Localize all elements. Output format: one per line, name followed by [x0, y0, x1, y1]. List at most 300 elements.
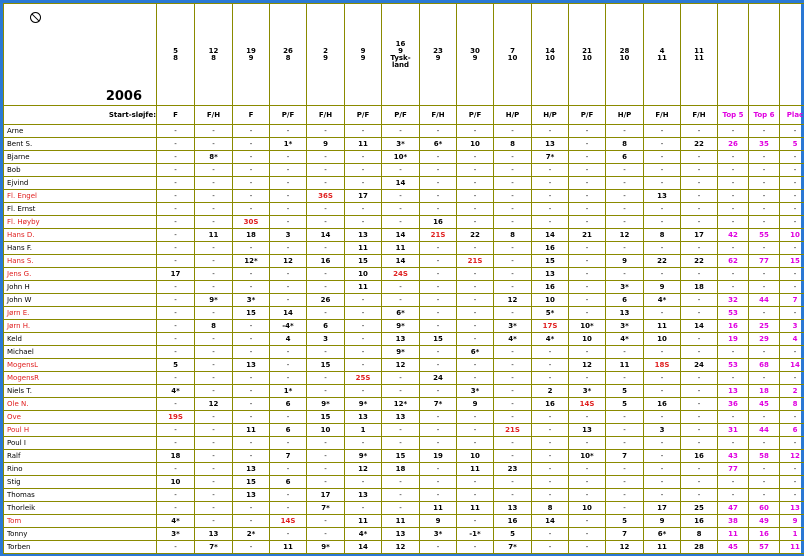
date-day: 9 [360, 46, 366, 55]
result-cell: - [307, 151, 345, 164]
result-cell: - [233, 203, 270, 216]
result-cell: - [644, 346, 681, 359]
result-cell: - [532, 216, 569, 229]
placement-cell: - [780, 203, 804, 216]
result-cell: - [532, 372, 569, 385]
table-row [4, 281, 804, 294]
date-day: 12 [208, 46, 219, 55]
result-cell: - [457, 281, 494, 294]
date-day: 21 [582, 46, 592, 55]
result-cell: - [195, 190, 233, 203]
top-score-cell: 45 [749, 398, 780, 411]
result-cell: 24 [681, 359, 718, 372]
year-label: 2006 [105, 89, 142, 104]
result-cell: - [681, 424, 718, 437]
top-score-cell: - [718, 177, 749, 190]
member-name: Bjarne [4, 151, 157, 164]
result-cell: 6* [457, 346, 494, 359]
table-row [4, 307, 804, 320]
result-cell: 21S [457, 255, 494, 268]
placement-cell: 14 [780, 359, 804, 372]
result-cell: 16 [420, 216, 457, 229]
top-score-cell: 62 [718, 255, 749, 268]
result-cell: - [606, 125, 644, 138]
result-cell: - [569, 177, 606, 190]
date-day: 2 [323, 46, 328, 55]
result-cell: - [532, 346, 569, 359]
result-cell: - [195, 125, 233, 138]
result-cell: - [195, 437, 233, 450]
table-row [4, 528, 804, 541]
member-name: John H [4, 281, 157, 294]
result-cell: 5 [606, 515, 644, 528]
result-cell: - [606, 346, 644, 359]
result-cell: - [606, 216, 644, 229]
result-cell: 12* [233, 255, 270, 268]
top-score-cell: 19 [718, 333, 749, 346]
placement-cell: - [780, 151, 804, 164]
result-cell: 18S [644, 359, 681, 372]
start-loop-cell: P/F [382, 106, 420, 125]
result-cell: 13 [532, 138, 569, 151]
result-cell: 4* [494, 333, 532, 346]
result-cell: - [494, 216, 532, 229]
result-cell: 6* [420, 138, 457, 151]
result-cell: - [307, 177, 345, 190]
result-cell: - [681, 151, 718, 164]
result-cell: - [644, 268, 681, 281]
top-score-cell: - [718, 281, 749, 294]
result-cell: - [195, 489, 233, 502]
result-cell: - [457, 190, 494, 203]
date-header [420, 4, 457, 106]
result-cell: 24 [420, 372, 457, 385]
member-name: Poul H [4, 424, 157, 437]
result-cell: 8 [494, 138, 532, 151]
table-row [4, 463, 804, 476]
result-cell: - [681, 125, 718, 138]
table-row [4, 190, 804, 203]
result-cell: 15 [382, 450, 420, 463]
result-cell: - [532, 450, 569, 463]
result-cell: - [157, 489, 195, 502]
member-name: Tom [4, 515, 157, 528]
top-score-cell: 11 [718, 528, 749, 541]
result-cell: 11 [270, 541, 307, 554]
result-cell: - [681, 372, 718, 385]
result-cell: 8 [606, 138, 644, 151]
result-cell: 4* [606, 333, 644, 346]
result-cell: - [345, 125, 382, 138]
result-cell: - [494, 190, 532, 203]
date-day: 14 [545, 46, 555, 55]
result-cell: - [494, 151, 532, 164]
result-cell: 25S [345, 372, 382, 385]
result-cell: - [420, 203, 457, 216]
result-cell: 8 [681, 528, 718, 541]
member-name: Rino [4, 463, 157, 476]
result-cell: - [345, 307, 382, 320]
member-name: MogensL [4, 359, 157, 372]
result-cell: 3 [307, 333, 345, 346]
placement-cell: - [780, 489, 804, 502]
member-name: Torben [4, 541, 157, 554]
result-cell: 7 [606, 450, 644, 463]
result-cell: - [345, 294, 382, 307]
top-score-cell: 31 [718, 424, 749, 437]
start-loop-cell: F/H [307, 106, 345, 125]
result-cell: - [532, 164, 569, 177]
result-cell: 6 [307, 320, 345, 333]
result-cell: - [681, 177, 718, 190]
placement-cell: - [780, 242, 804, 255]
result-cell: - [606, 476, 644, 489]
result-cell: 13 [382, 333, 420, 346]
result-cell: - [157, 255, 195, 268]
result-cell: - [681, 164, 718, 177]
result-cell: 7* [307, 502, 345, 515]
result-cell: - [644, 437, 681, 450]
date-month: 9 [360, 53, 366, 62]
result-cell: 10 [569, 333, 606, 346]
member-name: Fl. Høyby [4, 216, 157, 229]
table-row [4, 515, 804, 528]
date-day: 23 [433, 46, 443, 55]
date-month: 10 [507, 53, 518, 62]
result-cell: - [569, 463, 606, 476]
member-name: Bent S. [4, 138, 157, 151]
result-cell: 12 [382, 541, 420, 554]
result-cell: - [157, 125, 195, 138]
result-cell: - [420, 268, 457, 281]
result-cell: - [307, 203, 345, 216]
member-name: Jørn H. [4, 320, 157, 333]
result-cell: 9 [644, 515, 681, 528]
result-cell: - [270, 528, 307, 541]
result-cell: 17 [644, 502, 681, 515]
result-cell: - [345, 216, 382, 229]
result-cell: 13 [233, 359, 270, 372]
table-row [4, 346, 804, 359]
result-cell: - [157, 307, 195, 320]
result-cell: 28 [681, 541, 718, 554]
result-cell: - [195, 359, 233, 372]
result-cell: - [532, 203, 569, 216]
result-cell: 13 [494, 502, 532, 515]
placement-cell: - [780, 190, 804, 203]
result-cell: 17 [157, 268, 195, 281]
top-score-cell: 53 [718, 359, 749, 372]
table-row [4, 125, 804, 138]
top-score-cell: 53 [718, 307, 749, 320]
member-name: Fl. Engel [4, 190, 157, 203]
result-cell: 19 [420, 450, 457, 463]
result-cell: 10* [569, 450, 606, 463]
result-cell: 11 [345, 242, 382, 255]
top-score-cell: - [718, 190, 749, 203]
result-cell: 3* [420, 528, 457, 541]
result-cell: 14 [382, 229, 420, 242]
table-row [4, 164, 804, 177]
result-cell: - [307, 242, 345, 255]
placement-cell: - [780, 164, 804, 177]
result-cell: - [569, 515, 606, 528]
table-row [4, 229, 804, 242]
result-cell: - [233, 281, 270, 294]
result-cell: - [345, 476, 382, 489]
result-cell: 10 [532, 294, 569, 307]
placement-cell: - [780, 476, 804, 489]
result-cell: 10 [569, 502, 606, 515]
result-cell: 30S [233, 216, 270, 229]
result-cell: - [195, 385, 233, 398]
result-cell: - [606, 164, 644, 177]
result-cell: - [681, 489, 718, 502]
result-cell: - [420, 476, 457, 489]
result-cell: - [494, 281, 532, 294]
result-cell: - [270, 177, 307, 190]
date-header [644, 4, 681, 106]
member-name: MogensR [4, 372, 157, 385]
result-cell: - [457, 541, 494, 554]
result-cell: 8* [195, 151, 233, 164]
result-cell: - [233, 138, 270, 151]
date-month: 10 [545, 53, 555, 62]
result-cell: - [382, 294, 420, 307]
result-cell: - [606, 190, 644, 203]
result-cell: - [494, 177, 532, 190]
result-cell: - [382, 372, 420, 385]
result-cell: 12 [382, 359, 420, 372]
result-cell: - [569, 476, 606, 489]
result-cell: - [681, 216, 718, 229]
table-row [4, 489, 804, 502]
result-cell: - [644, 450, 681, 463]
result-cell: 9 [457, 398, 494, 411]
placement-cell: 6 [780, 424, 804, 437]
result-cell: 14 [270, 307, 307, 320]
result-cell: 4 [270, 333, 307, 346]
start-loop-cell: H/P [494, 106, 532, 125]
date-header [195, 4, 233, 106]
summary-header-spacer [749, 4, 780, 106]
result-cell: 22 [457, 229, 494, 242]
result-cell: 23 [494, 463, 532, 476]
result-cell: - [606, 424, 644, 437]
result-cell: - [307, 372, 345, 385]
result-cell: - [270, 437, 307, 450]
member-name: Fl. Ernst [4, 203, 157, 216]
result-cell: - [532, 424, 569, 437]
start-loop-cell: F/H [681, 106, 718, 125]
result-cell: 7* [420, 398, 457, 411]
result-cell: - [681, 190, 718, 203]
start-loop-cell: F/H [195, 106, 233, 125]
result-cell: - [569, 151, 606, 164]
result-cell: 6 [270, 398, 307, 411]
result-cell: - [270, 463, 307, 476]
result-cell: 22 [681, 255, 718, 268]
date-header [494, 4, 532, 106]
top-score-cell: 44 [749, 424, 780, 437]
result-cell: - [420, 359, 457, 372]
result-cell: 8 [195, 320, 233, 333]
result-cell: 3* [606, 281, 644, 294]
result-cell: - [532, 437, 569, 450]
result-cell: 19S [157, 411, 195, 424]
result-cell: 10* [569, 320, 606, 333]
result-cell: - [307, 346, 345, 359]
placement-cell: - [780, 216, 804, 229]
result-cell: 17S [532, 320, 569, 333]
start-loop-cell: F [157, 106, 195, 125]
result-cell: - [532, 476, 569, 489]
result-cell: - [494, 411, 532, 424]
result-cell: - [157, 346, 195, 359]
result-cell: - [270, 242, 307, 255]
result-cell: 16 [494, 515, 532, 528]
date-month: 8 [173, 53, 178, 62]
top-score-cell: - [749, 489, 780, 502]
result-cell: - [195, 502, 233, 515]
placement-cell: 13 [780, 502, 804, 515]
result-cell: 7* [195, 541, 233, 554]
result-cell: 14 [307, 229, 345, 242]
date-header [457, 4, 494, 106]
result-cell: - [457, 424, 494, 437]
result-cell: - [457, 307, 494, 320]
placement-cell: - [780, 411, 804, 424]
top-score-cell: 16 [749, 528, 780, 541]
top-score-cell: 13 [718, 385, 749, 398]
result-cell: - [233, 450, 270, 463]
placement-cell: - [780, 268, 804, 281]
result-cell: - [494, 385, 532, 398]
result-cell: - [569, 203, 606, 216]
result-cell: 17 [307, 489, 345, 502]
result-cell: 9* [382, 320, 420, 333]
result-cell: - [644, 489, 681, 502]
result-cell: - [157, 138, 195, 151]
result-cell: 13 [345, 489, 382, 502]
result-cell: - [420, 190, 457, 203]
member-name: Keld [4, 333, 157, 346]
result-cell: 8 [644, 229, 681, 242]
result-cell: - [420, 281, 457, 294]
result-cell: 11 [233, 424, 270, 437]
result-cell: - [233, 502, 270, 515]
result-cell: 2* [233, 528, 270, 541]
result-cell: - [157, 190, 195, 203]
result-cell: - [569, 138, 606, 151]
result-cell: - [457, 177, 494, 190]
result-cell: - [494, 125, 532, 138]
result-cell: 15 [233, 307, 270, 320]
top-score-cell: - [718, 372, 749, 385]
top-score-cell: - [749, 190, 780, 203]
date-day: 7 [510, 46, 515, 55]
result-cell: - [345, 151, 382, 164]
result-cell: - [681, 294, 718, 307]
placement-cell: 4 [780, 333, 804, 346]
result-cell: 12 [270, 255, 307, 268]
start-loop-cell: P/F [270, 106, 307, 125]
top-score-cell: - [749, 411, 780, 424]
result-cell: - [569, 541, 606, 554]
start-loop-cell: P/F [345, 106, 382, 125]
start-loop-cell: H/P [606, 106, 644, 125]
result-cell: - [681, 333, 718, 346]
date-month: 9 [398, 46, 403, 55]
top-score-cell: - [718, 268, 749, 281]
start-loop-cell: P/F [569, 106, 606, 125]
result-cell: - [270, 151, 307, 164]
top-score-cell: 16 [718, 320, 749, 333]
top-score-cell: - [718, 242, 749, 255]
result-cell: - [681, 268, 718, 281]
result-cell: - [569, 125, 606, 138]
result-cell: - [270, 489, 307, 502]
start-loop-cell: H/P [532, 106, 569, 125]
top-score-cell: 77 [749, 255, 780, 268]
placement-cell: 10 [780, 229, 804, 242]
member-name: Hans F. [4, 242, 157, 255]
result-cell: 7 [606, 528, 644, 541]
result-cell: 9* [307, 541, 345, 554]
result-cell: 9* [307, 398, 345, 411]
result-cell: - [157, 203, 195, 216]
result-cell: 15 [345, 255, 382, 268]
result-cell: - [457, 476, 494, 489]
result-cell: - [195, 138, 233, 151]
table-row [4, 424, 804, 437]
result-cell: - [494, 398, 532, 411]
result-cell: 11 [345, 515, 382, 528]
result-cell: 11 [382, 242, 420, 255]
result-cell: 13 [233, 463, 270, 476]
no-entry-icon [30, 12, 41, 23]
result-cell: - [157, 424, 195, 437]
result-cell: - [494, 164, 532, 177]
result-cell: - [233, 541, 270, 554]
top-score-cell: - [749, 268, 780, 281]
result-cell: - [457, 125, 494, 138]
result-cell: - [233, 151, 270, 164]
result-cell: - [569, 489, 606, 502]
date-header [157, 4, 195, 106]
start-loop-label: Start-sløjfe: [4, 106, 157, 125]
top-score-cell: - [749, 281, 780, 294]
date-day: 4 [659, 46, 665, 55]
summary-header: Top 6 [749, 106, 780, 125]
date-day: 28 [619, 46, 630, 55]
result-cell: - [382, 203, 420, 216]
result-cell: - [420, 177, 457, 190]
result-cell: - [195, 476, 233, 489]
result-cell: - [157, 151, 195, 164]
result-cell: - [345, 203, 382, 216]
result-cell: 9 [307, 138, 345, 151]
result-cell: 10 [345, 268, 382, 281]
result-cell: - [270, 268, 307, 281]
result-cell: - [345, 346, 382, 359]
top-score-cell: - [749, 203, 780, 216]
result-cell: 26 [307, 294, 345, 307]
result-cell: 15 [532, 255, 569, 268]
top-score-cell: - [718, 203, 749, 216]
result-cell: 14 [345, 541, 382, 554]
result-cell: 12 [494, 294, 532, 307]
